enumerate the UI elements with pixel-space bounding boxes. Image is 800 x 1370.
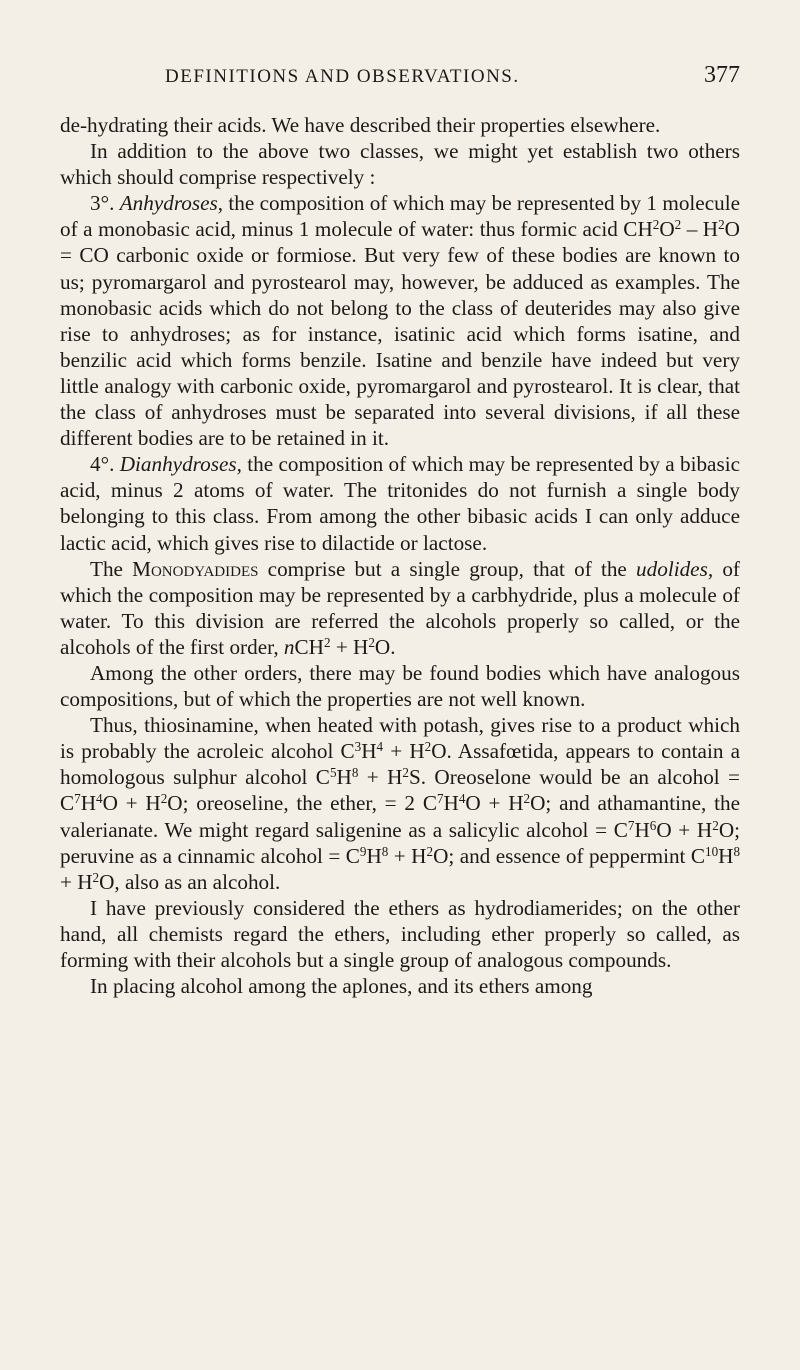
text-run: O = CO carbonic oxide or formiose. But very few of these bodies are known to us; pyromargarol and pyrostearol may, however, be adduced as examples. The monobasic acids which do not belong to the class of deuterides may also give rise to anhydroses; as for instance, isatinic acid which forms isatine, and benzilic acid which forms benzile. Isatine and benzile have indeed but very little analogy with carbonic oxide, pyromargarol and pyrostearol. It is clear, that the class of anhydroses must be separated into several divisions, if all these different bodies are to be retained in it. (60, 217, 740, 451)
superscript: 2 (652, 217, 660, 233)
text-run: the composition of which may be represented by a bibasic acid, minus 2 atoms of water. The tritonides do not furnish a single body belonging to this class. From among the other bibasic acids I can only adduce lactic acid, which gives rise to dilactide or lactose. (60, 452, 740, 555)
small-caps-text: Monodyadides (132, 556, 259, 581)
text-run: de-hydrating their acids. We have described their properties elsewhere. (60, 113, 661, 137)
text-run: O + H (102, 791, 161, 816)
superscript: 6 (649, 817, 657, 833)
text-run: O (659, 217, 675, 242)
paragraph (60, 973, 740, 999)
body-text (60, 112, 740, 999)
text-run: CH (294, 634, 324, 659)
superscript: 7 (627, 817, 635, 833)
text-run: H (718, 843, 734, 868)
superscript: 8 (381, 843, 389, 859)
superscript: 5 (329, 765, 337, 781)
text-run: H (443, 791, 459, 816)
text-run: of which the composition may be represented by a carbhydride, plus a molecule of water. To this division are referred the alcohols properly so called, or the alcohols of the first order, (60, 556, 740, 659)
text-run: + H (330, 634, 369, 659)
text-run: O, also as an alcohol. (99, 869, 281, 894)
paragraph (60, 138, 740, 190)
superscript: 4 (458, 791, 466, 807)
superscript: 2 (674, 217, 682, 233)
text-run: 3°. (90, 191, 120, 216)
superscript: 2 (523, 791, 531, 807)
italic-text: n (283, 634, 295, 659)
italic-text: udolides, (636, 556, 714, 581)
text-run: O; and athamantine, the valerianate. We might regard saligenine as a salicylic alcohol = C (60, 791, 740, 842)
superscript: 4 (376, 739, 384, 755)
text-run: 4°. (90, 452, 120, 477)
paragraph (60, 660, 740, 712)
text-run: In placing alcohol among the aplones, and its ethers among (90, 974, 593, 999)
italic-text: Dianhydroses, (119, 452, 242, 477)
paragraph (60, 190, 740, 451)
text-run: O. (374, 634, 396, 659)
text-run: In addition to the above two classes, we might yet establish two others which should comprise respectively : (60, 139, 740, 190)
text-run: O; peruvine as a cinnamic alcohol = C (60, 817, 740, 868)
text-run: O + H (656, 817, 713, 842)
running-head: DEFINITIONS AND OBSERVATIONS. (165, 66, 520, 87)
paragraph (60, 556, 740, 660)
superscript: 3 (354, 739, 362, 755)
text-run: H (361, 739, 377, 764)
text-run: I have previously considered the ethers as hydrodiamerides; on the other hand, all chemists regard the ethers, including ether properly so called, as forming with their alcohols but a single group of analogous compounds. (60, 895, 740, 972)
text-run: , the composition of which may be represented by 1 molecule of a monobasic acid, minus 1 molecule of water: thus formic acid CH (60, 191, 740, 242)
paragraph (60, 451, 740, 555)
superscript: 8 (351, 765, 359, 781)
text-run: O; oreoseline, the ether, = 2 C (167, 791, 437, 816)
text-run: H (634, 817, 650, 842)
text-run: + H (388, 843, 427, 868)
superscript: 4 (96, 791, 103, 807)
paragraph (60, 895, 740, 973)
text-run: comprise but a single group, that of the (258, 556, 637, 581)
italic-text: Anhydroses (119, 191, 218, 216)
text-run: + H (60, 869, 93, 894)
superscript: 2 (323, 634, 331, 650)
text-run: The (90, 556, 133, 581)
text-run: O; and essence of peppermint C (433, 843, 706, 868)
text-run: Among the other orders, there may be found bodies which have analogous compositions, but of which the properties are not well known. (60, 660, 740, 712)
superscript: 7 (436, 791, 444, 807)
text-run: H (80, 791, 97, 816)
text-run: O + H (465, 791, 524, 816)
text-run: – H (681, 217, 719, 242)
superscript: 2 (424, 739, 432, 755)
page-number: 377 (704, 62, 740, 88)
superscript: 2 (160, 791, 168, 807)
superscript: 2 (402, 765, 409, 781)
text-run: + H (383, 739, 425, 764)
superscript: 10 (705, 843, 719, 859)
text-run: O. Assafœtida, appears to contain a homologous sulphur alcohol C (60, 739, 740, 790)
superscript: 2 (92, 869, 100, 885)
superscript: 7 (74, 791, 81, 807)
paragraph (60, 112, 740, 138)
superscript: 8 (733, 843, 741, 859)
text-run: H (336, 765, 352, 790)
superscript: 2 (426, 843, 434, 859)
superscript: 9 (359, 843, 367, 859)
text-run: H (366, 843, 382, 868)
superscript: 2 (712, 817, 719, 833)
text-run: S. Oreoselone would be an alcohol = C (60, 765, 740, 816)
text-run: + H (358, 765, 403, 790)
paragraph (60, 712, 740, 895)
superscript: 2 (718, 217, 725, 233)
text-run: Thus, thiosinamine, when heated with potash, gives rise to a product which is probably the acroleic alcohol C (60, 713, 740, 764)
superscript: 2 (368, 634, 375, 650)
page-header (60, 62, 740, 92)
